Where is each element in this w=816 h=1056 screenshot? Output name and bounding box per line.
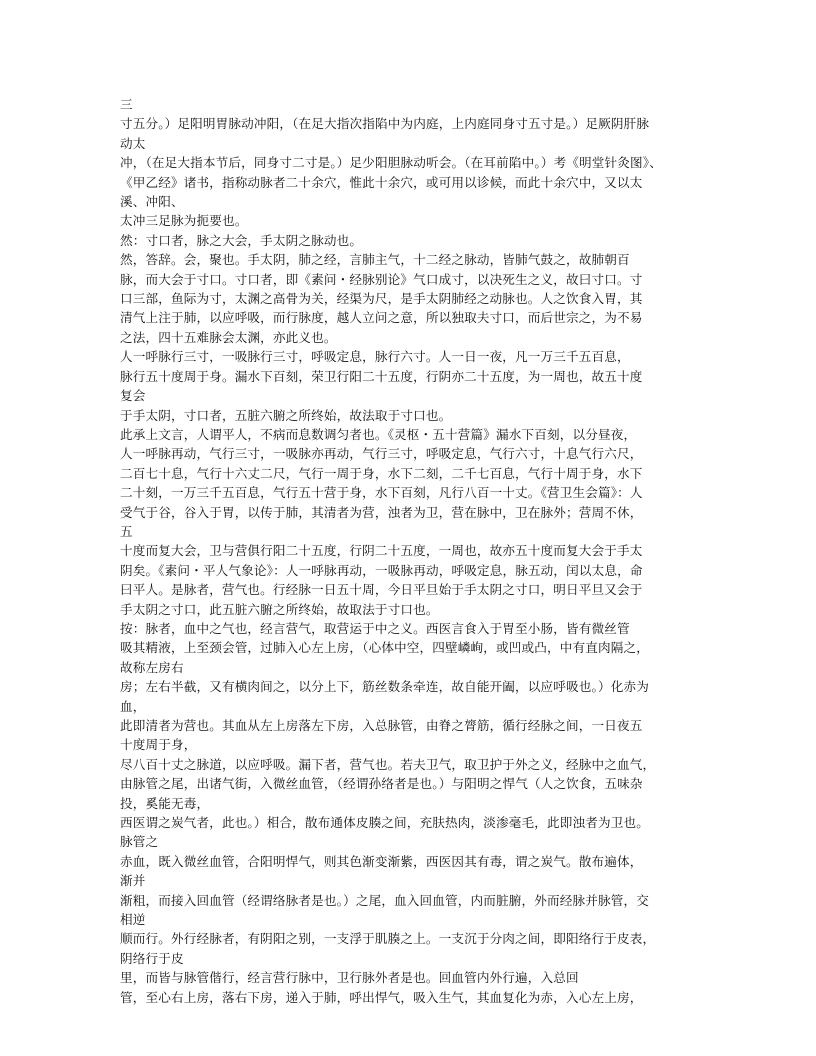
text-line: 血， <box>120 698 146 714</box>
text-line: 按：脉者，血中之气也，经言营气，取营运于中之义。西医言食入于胃至小肠，皆有微丝管 <box>120 620 630 636</box>
text-line: 太冲三足脉为扼要也。 <box>120 213 248 229</box>
text-line: 口三部，鱼际为寸，太渊之高骨为关，经渠为尺，是手太阴肺经之动脉也。人之饮食入胃，其 <box>120 291 643 307</box>
text-line: 脉，而大会于寸口。寸口者，即《素问・经脉别论》气口成寸，以决死生之义，故曰寸口。寸 <box>120 271 643 287</box>
text-line: 渐并 <box>120 873 146 889</box>
text-line: 此承上文言，人谓平人，不病而息数调匀者也。《灵枢・五十营篇》漏水下百刻，以分昼夜， <box>120 426 637 442</box>
text-line: 清气上注于肺，以应呼吸，而行脉度，越人立问之意，所以独取夫寸口，而后世宗之，为不易 <box>120 310 643 326</box>
text-line: 十度周于身， <box>120 737 197 753</box>
text-line: 十度而复大会，卫与营俱行阳二十五度，行阴二十五度，一周也，故亦五十度而复大会于手太 <box>120 543 643 559</box>
text-line: 寸五分。）足阳明胃脉动冲阳，（在足大指次指陷中为内庭，上内庭同身寸五寸是。）足厥阴肝脉 <box>120 116 650 132</box>
text-line: 受气于谷，谷入于胃，以传于肺，其清者为营，浊者为卫，营在脉中，卫在脉外；营周不休， <box>120 504 643 520</box>
text-line: 于手太阴，寸口者，五脏六腑之所终始，故法取于寸口也。 <box>120 407 452 423</box>
text-line: 二十刻，一万三千五百息，气行五十营于身，水下百刻，凡行八百一十丈。《营卫生会篇》：人 <box>120 485 643 501</box>
text-line: 之法，四十五难脉会太渊，亦此义也。 <box>120 329 337 345</box>
text-line: 三 <box>120 97 133 112</box>
text-line: 《甲乙经》诸书，指称动脉者二十余穴，惟此十余穴，或可用以诊候，而此十余穴中，又以太 <box>120 174 643 190</box>
text-line: 人一呼脉行三寸，一吸脉行三寸，呼吸定息，脉行六寸。人一日一夜，凡一万三千五百息， <box>120 349 630 365</box>
text-line: 冲，（在足大指本节后，同身寸二寸是。）足少阳胆脉动听会。（在耳前陷中。）考《明堂针灸图》、 <box>120 155 662 171</box>
text-line: 吸其精液，上至颈会管，过肺入心左上房，（心体中空，四壁嶙峋，或凹或凸，中有直肉隔之， <box>120 640 649 656</box>
text-line: 动太 <box>120 135 146 151</box>
text-line: 曰平人。是脉者，营气也。行经脉一日五十周，今日平旦始于手太阴之寸口，明日平旦又会于 <box>120 582 643 598</box>
text-line: 阴矣。《素问・平人气象论》：人一呼脉再动，一吸脉再动，呼吸定息，脉五动，闰以太息，命 <box>120 562 643 578</box>
text-line: 阴络行于皮 <box>120 950 184 966</box>
text-line: 复会 <box>120 388 146 404</box>
text-line: 相逆 <box>120 912 146 928</box>
text-line: 然：寸口者，脉之大会，手太阴之脉动也。 <box>120 232 363 248</box>
text-line: 由脉管之尾，出诸气街，入微丝血管，（经谓孙络者是也。）与阳明之悍气（人之饮食，五味杂 <box>120 776 643 792</box>
text-line: 脉行五十度周于身。漏水下百刻，荣卫行阳二十五度，行阴亦二十五度，为一周也，故五十度 <box>120 368 643 384</box>
text-line: 人一呼脉再动，气行三寸，一吸脉亦再动，气行三寸，呼吸定息，气行六寸，十息气行六尺， <box>120 446 643 462</box>
text-line: 手太阴之寸口，此五脏六腑之所终始，故取法于寸口也。 <box>120 601 439 617</box>
text-line: 故称左房右 <box>120 659 184 675</box>
text-line: 管，至心右上房，落右下房，递入于肺，呼出悍气，吸入生气，其血复化为赤，入心左上房， <box>120 989 643 1005</box>
text-line: 溪、冲阳、 <box>120 194 184 210</box>
text-line: 里，而皆与脉管偕行，经言营行脉中，卫行脉外者是也。回血管内外行遍，入总回 <box>120 970 579 986</box>
text-line: 西医谓之炭气者，此也。）相合，散布通体皮腠之间，充肤热肉，淡渗毫毛，此即浊者为卫也。 <box>120 815 649 831</box>
text-line: 然，答辞。会，聚也。手太阴，肺之经，言肺主气，十二经之脉动，皆肺气鼓之，故肺朝百 <box>120 252 630 268</box>
text-line: 此即清者为营也。其血从左上房落左下房，入总脉管，由脊之膂筋，循行经脉之间，一日夜五 <box>120 718 643 733</box>
text-line: 五 <box>120 523 133 539</box>
text-line: 赤血，既入微丝血管，合阳明悍气，则其色渐变渐紫，西医因其有毒，谓之炭气。散布遍体， <box>120 853 643 869</box>
text-line: 尽八百十丈之脉道，以应呼吸。漏下者，营气也。若夫卫气，取卫护于外之义，经脉中之血气， <box>120 756 656 772</box>
text-line: 渐粗，而接入回血管（经谓络脉者是也。）之尾，血入回血管，内而脏腑，外而经脉并脉管，交 <box>120 892 649 908</box>
text-line: 投，奚能无毒， <box>120 795 210 811</box>
text-line: 二百七十息，气行十六丈二尺，气行一周于身，水下二刻，二千七百息，气行十周于身，水下 <box>120 465 643 481</box>
text-line: 房；左右半截，又有横肉间之，以分上下，筋丝数条牵连，故自能开阖，以应呼吸也。）化赤为 <box>120 679 649 695</box>
text-line: 脉管之 <box>120 834 159 850</box>
document-body <box>120 95 700 1007</box>
text-line: 顺而行。外行经脉者，有阴阳之别，一支浮于肌腠之上。一支沉于分肉之间，即阳络行于皮表， <box>120 931 656 947</box>
